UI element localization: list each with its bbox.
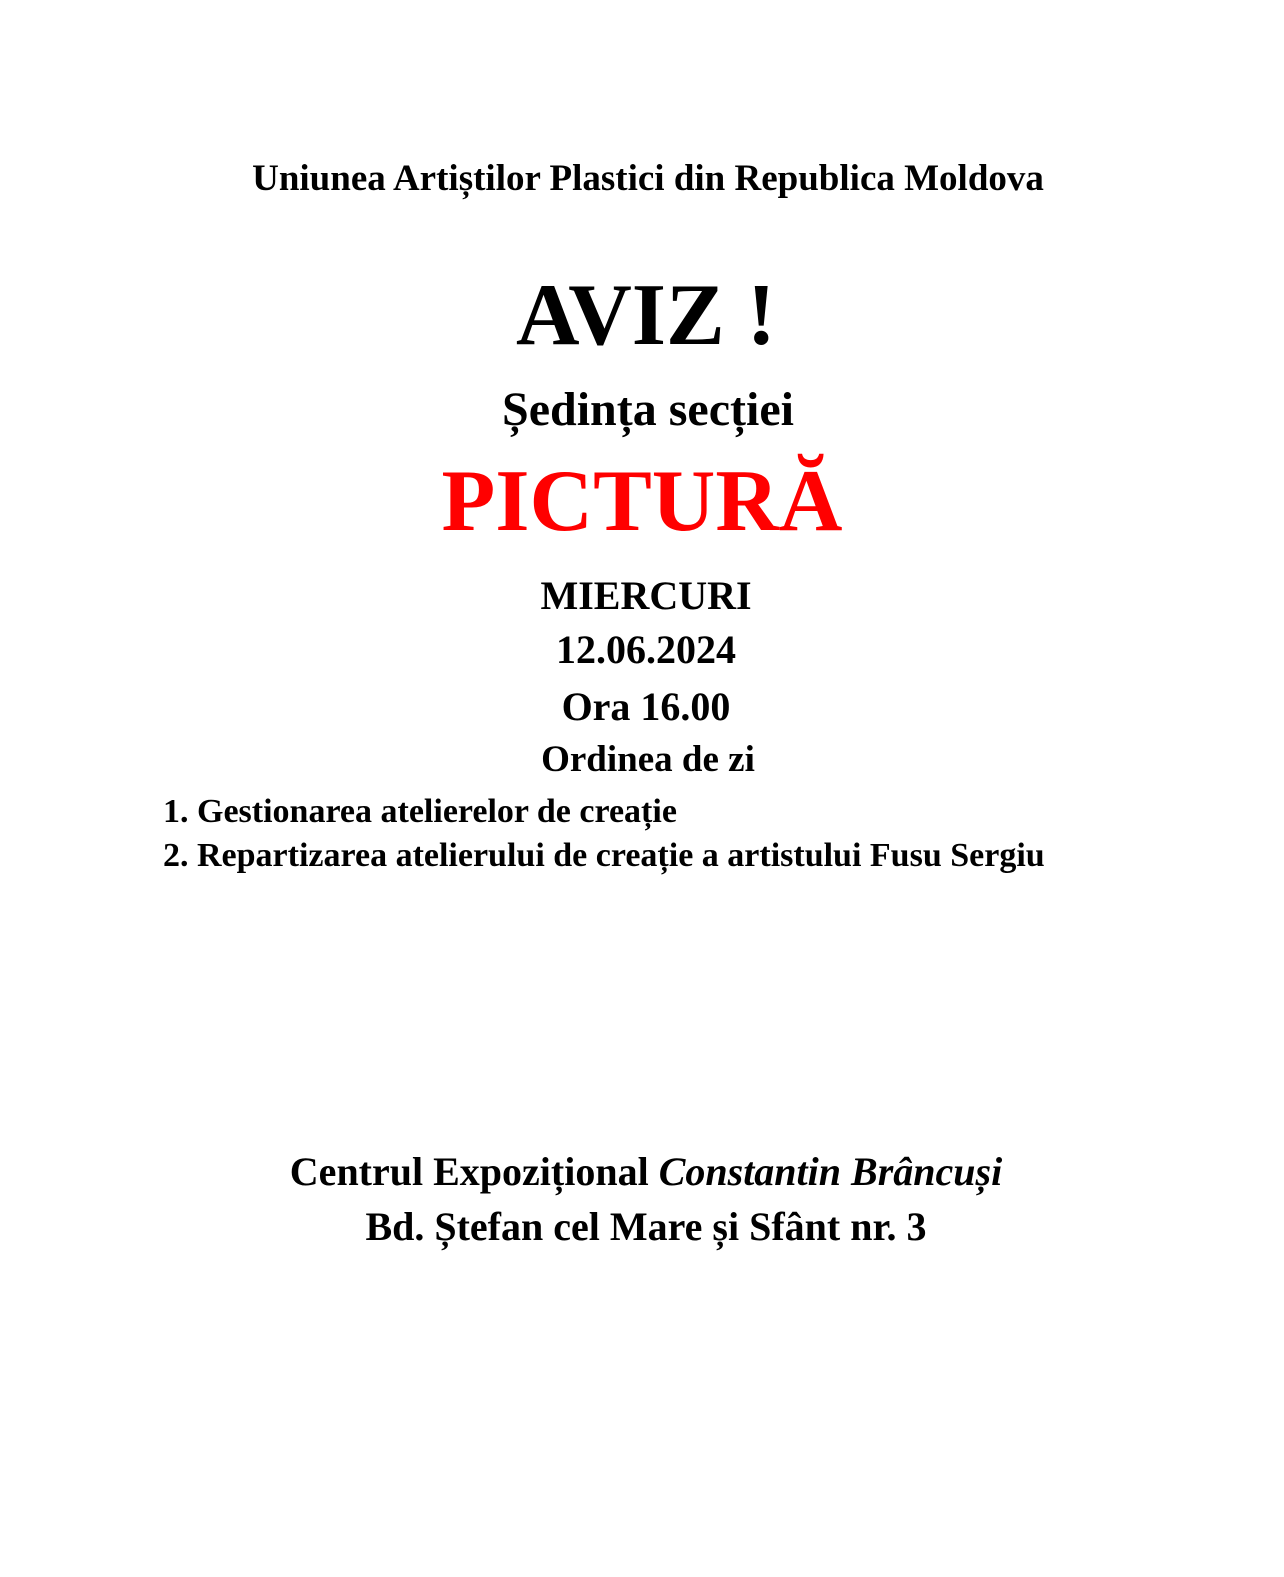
meeting-date: 12.06.2024 (556, 627, 736, 672)
venue (0, 1149, 1284, 1194)
agenda-item: 2. Repartizarea atelierului de creație a artistului Fusu Sergiu (163, 837, 1045, 874)
meeting-day: MIERCURI (540, 573, 752, 618)
agenda-item: 1. Gestionarea atelierelor de creație (163, 793, 677, 830)
agenda-list (163, 790, 1045, 878)
meeting-time: Ora 16.00 (561, 684, 731, 729)
venue-name: Constantin Brâncuși (658, 1149, 1003, 1194)
organization-heading: Uniunea Artiștilor Plastici din Republica Moldova (252, 158, 1044, 199)
venue-prefix: Centrul Expozițional (289, 1149, 649, 1194)
section-name: PICTURĂ (441, 453, 843, 550)
notice-title: AVIZ ! (515, 267, 776, 364)
address: Bd. Ștefan cel Mare și Sfânt nr. 3 (365, 1204, 927, 1249)
meeting-subtitle: Ședința secției (502, 383, 794, 436)
agenda-title: Ordinea de zi (541, 739, 755, 780)
